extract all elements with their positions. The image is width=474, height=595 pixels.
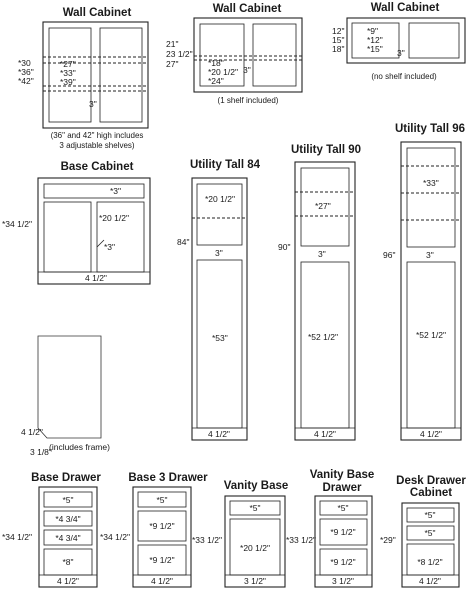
desk-drawer-cabinet [380, 475, 466, 587]
wall-cabinet-3-note: (no shelf included) [371, 72, 437, 81]
door-label: *20 1/2" [240, 543, 270, 553]
shelf-label: *27" [60, 59, 76, 69]
width-label: 4 1/2" [314, 429, 336, 439]
width-label: 4 1/2" [57, 576, 79, 586]
height-label: 27" [166, 59, 179, 69]
utility-tall-84 [177, 159, 261, 440]
top-dimension: *3" [110, 186, 122, 196]
wall-cabinet-2-title: Wall Cabinet [212, 3, 282, 15]
height-label: 23 1/2" [166, 49, 193, 59]
height-label: *34 1/2" [2, 219, 32, 229]
base-drawer [2, 472, 101, 587]
note-line-2: 3 adjustable shelves) [59, 141, 135, 150]
vanity-base-drawer-title-2: Drawer [322, 482, 362, 494]
vanity-base-title: Vanity Base [223, 480, 289, 492]
utility-tall-90 [278, 144, 361, 440]
note-line-1: (36" and 42" high includes [50, 131, 144, 140]
width-label: 4 1/2" [419, 576, 441, 586]
vanity-base-drawer [286, 469, 374, 587]
bottom-dimension: *53" [212, 333, 228, 343]
drawer-label: *5" [62, 495, 74, 505]
base-cabinet-left-door [44, 202, 91, 272]
drawer-label: *5" [337, 503, 349, 513]
wall-cabinet-3-right-door [409, 23, 459, 58]
drawer-label: *5" [424, 528, 436, 538]
gap-label: 3" [397, 48, 405, 58]
desk-drawer-title-1: Desk Drawer [396, 475, 466, 487]
wall-cabinet-21-27 [166, 3, 302, 105]
shelf-label: *24" [208, 76, 224, 86]
base-3-drawer-title: Base 3 Drawer [128, 472, 208, 484]
end-panel-shape [38, 336, 101, 438]
top-dimension: *20 1/2" [205, 194, 235, 204]
height-label: *33 1/2" [286, 535, 316, 545]
drawer-label: *9 1/2" [330, 527, 356, 537]
mid-dimension: 3" [318, 249, 326, 259]
utility-84-title: Utility Tall 84 [189, 159, 261, 171]
vanity-base [192, 480, 288, 587]
width-label: 4 1/2" [420, 429, 442, 439]
bottom-dimension: *3" [104, 242, 116, 252]
drawer-label: *4 3/4" [55, 533, 81, 543]
drawer-label: *5" [156, 495, 168, 505]
wall-cabinet-3-title: Wall Cabinet [370, 2, 440, 14]
end-panel [21, 336, 110, 457]
height-label: 96" [383, 250, 396, 260]
vanity-base-drawer-title-1: Vanity Base [309, 469, 375, 481]
shelf-label: *20 1/2" [208, 67, 238, 77]
bottom-dimension: *52 1/2" [308, 332, 338, 342]
utility-90-lower-door [301, 262, 349, 428]
height-label: *30 [18, 58, 31, 68]
height-label: 12" [332, 26, 345, 36]
utility-96-lower-door [407, 262, 455, 428]
utility-84-lower-door [197, 260, 242, 428]
bottom-dimension: *52 1/2" [416, 330, 446, 340]
shelf-label: *33" [60, 68, 76, 78]
utility-96-title: Utility Tall 96 [394, 123, 466, 135]
drawer-label: *5" [424, 510, 436, 520]
width-label: 3 1/2" [332, 576, 354, 586]
wall-cabinet-2-note: (1 shelf included) [217, 96, 279, 105]
shelf-label: *9" [367, 26, 379, 36]
end-panel-depth-label: 3 1/8" [30, 447, 52, 457]
drawer-label: *9 1/2" [149, 521, 175, 531]
base-cabinet-title: Base Cabinet [60, 161, 134, 173]
shelf-label: *12" [367, 35, 383, 45]
desk-drawer-title-2: Cabinet [409, 487, 453, 499]
height-label: 90" [278, 242, 291, 252]
utility-96-upper-door [407, 148, 455, 247]
shelf-label: *39" [60, 77, 76, 87]
height-label: 18" [332, 44, 345, 54]
end-panel-bottom-label: 4 1/2" [21, 427, 43, 437]
wall-cabinet-2-right-door [253, 24, 296, 86]
middle-dimension: *20 1/2" [99, 213, 129, 223]
base-drawer-title: Base Drawer [31, 472, 101, 484]
top-dimension: *33" [423, 178, 439, 188]
utility-tall-96 [383, 123, 465, 440]
height-label: *34 1/2" [2, 532, 32, 542]
width-label: 4 1/2" [151, 576, 173, 586]
height-label: *33 1/2" [192, 535, 222, 545]
wall-cabinet-1-right-door [100, 28, 142, 122]
mid-dimension: 3" [215, 248, 223, 258]
drawer-label: *4 3/4" [55, 514, 81, 524]
height-label: 84" [177, 237, 190, 247]
width-label: 3 1/2" [244, 576, 266, 586]
height-label: *42" [18, 76, 34, 86]
shelf-label: *15" [367, 44, 383, 54]
width-label: 4 1/2" [85, 273, 107, 283]
gap-label: 3" [89, 99, 97, 109]
drawer-label: *8" [62, 557, 74, 567]
wall-cabinet-12-18 [332, 2, 465, 81]
base-3-drawer [100, 472, 208, 587]
width-label: 4 1/2" [208, 429, 230, 439]
height-label: *34 1/2" [100, 532, 130, 542]
end-panel-note: (includes frame) [49, 442, 110, 452]
top-dimension: *27" [315, 201, 331, 211]
utility-90-title: Utility Tall 90 [290, 144, 362, 156]
shelf-label: *18" [208, 58, 224, 68]
height-label: 15" [332, 35, 345, 45]
drawer-label: *9 1/2" [149, 555, 175, 565]
drawer-label: *5" [249, 503, 261, 513]
wall-cabinet-30-42 [18, 7, 148, 150]
gap-label: 3" [243, 65, 251, 75]
mid-dimension: 3" [426, 250, 434, 260]
base-cabinet [2, 161, 150, 284]
height-label: 21" [166, 39, 179, 49]
height-label: *29" [380, 535, 396, 545]
drawer-label: *8 1/2" [417, 557, 443, 567]
height-label: *36" [18, 67, 34, 77]
wall-cabinet-1-title: Wall Cabinet [62, 7, 132, 19]
drawer-label: *9 1/2" [330, 557, 356, 567]
base-cabinet-top-drawer [44, 184, 144, 198]
